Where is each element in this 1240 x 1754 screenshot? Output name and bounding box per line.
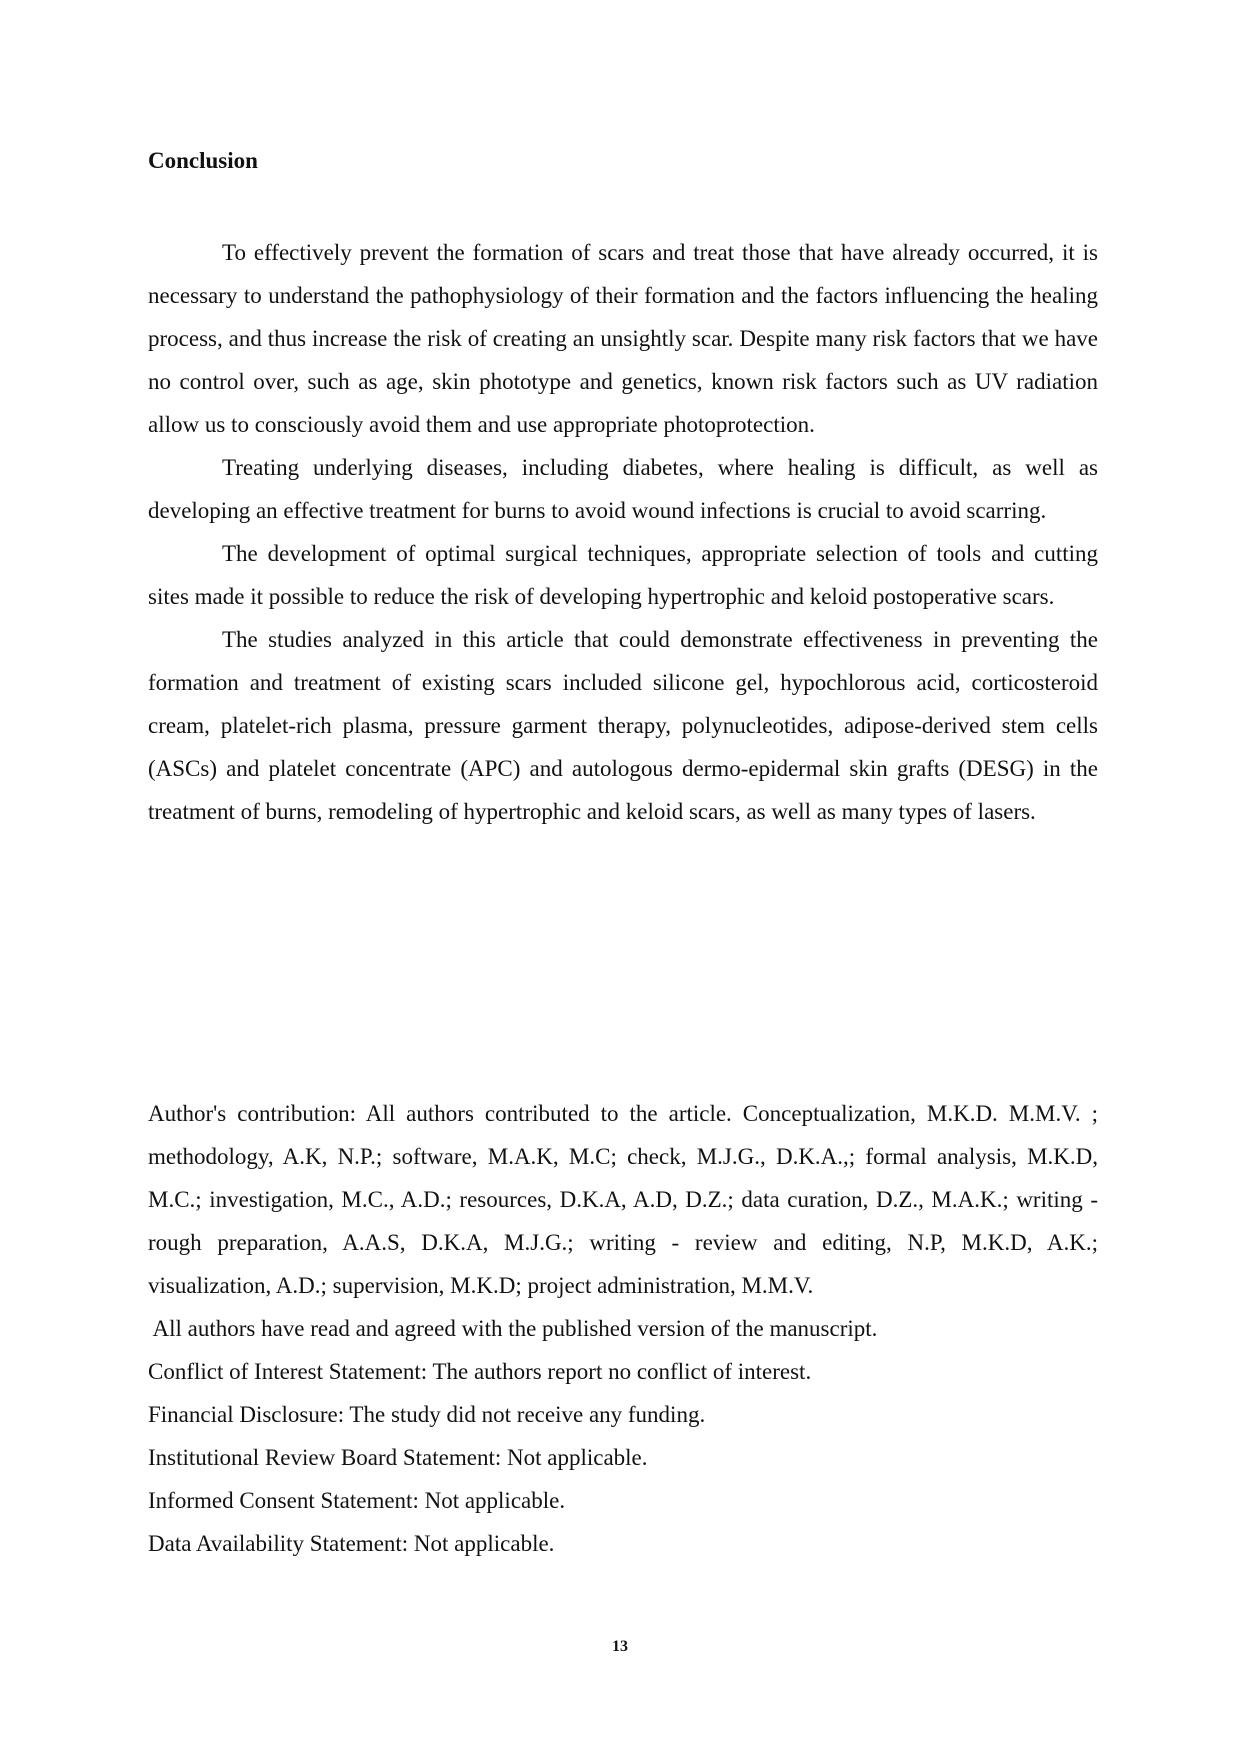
conclusion-paragraph: The development of optimal surgical techniques, appropriate selection of tools and cutting sites made it possible to reduce the risk of developing hypertrophic and keloid postoperative scars. (148, 541, 1098, 609)
page-number: 13 (612, 1638, 628, 1655)
conclusion-paragraph: To effectively prevent the formation of scars and treat those that have already occurred, it is necessary to understand the pathophysiology of their formation and the factors influencing the healing process, and thus increase the risk of creating an unsightly scar. Despite many risk factors that we have no control over, such as age, skin phototype and genetics, known risk factors such as UV radiation allow us to consciously avoid them and use appropriate photoprotection. (148, 240, 1098, 437)
conflict-of-interest-statement: Conflict of Interest Statement: The authors report no conflict of interest. (148, 1359, 812, 1384)
financial-disclosure-statement: Financial Disclosure: The study did not receive any funding. (148, 1402, 706, 1427)
declarations-section (148, 1092, 1098, 1565)
irb-statement: Institutional Review Board Statement: Not applicable. (148, 1445, 648, 1470)
section-heading: Conclusion (148, 148, 258, 173)
data-availability-statement: Data Availability Statement: Not applicable. (148, 1531, 555, 1556)
conclusion-paragraph: Treating underlying diseases, including diabetes, where healing is difficult, as well as developing an effective treatment for burns to avoid wound infections is crucial to avoid scarring. (148, 455, 1098, 523)
informed-consent-statement: Informed Consent Statement: Not applicable. (148, 1488, 566, 1513)
agreement-statement: All authors have read and agreed with the published version of the manuscript. (148, 1316, 878, 1341)
conclusion-body (148, 231, 1098, 833)
author-contribution-statement: Author's contribution: All authors contributed to the article. Conceptualization, M.K.D. M.M.V. ; methodology, A.K, N.P.; software, M.A.K, M.C; check, M.J.G., D.K.A.,; formal analysis, M.K.D, M.C.; investigation, M.C., A.D.; resources, D.K.A, A.D, D.Z.; data curation, D.Z., M.A.K.; writing - rough preparation, A.A.S, D.K.A, M.J.G.; writing - review and editing, N.P, M.K.D, A.K.; visualization, A.D.; supervision, M.K.D; project administration, M.M.V. (148, 1101, 1098, 1298)
conclusion-paragraph: The studies analyzed in this article that could demonstrate effectiveness in preventing the formation and treatment of existing scars included silicone gel, hypochlorous acid, corticosteroid cream, platelet-rich plasma, pressure garment therapy, polynucleotides, adipose-derived stem cells (ASCs) and platelet concentrate (APC) and autologous dermo-epidermal skin grafts (DESG) in the treatment of burns, remodeling of hypertrophic and keloid scars, as well as many types of lasers. (148, 627, 1098, 824)
